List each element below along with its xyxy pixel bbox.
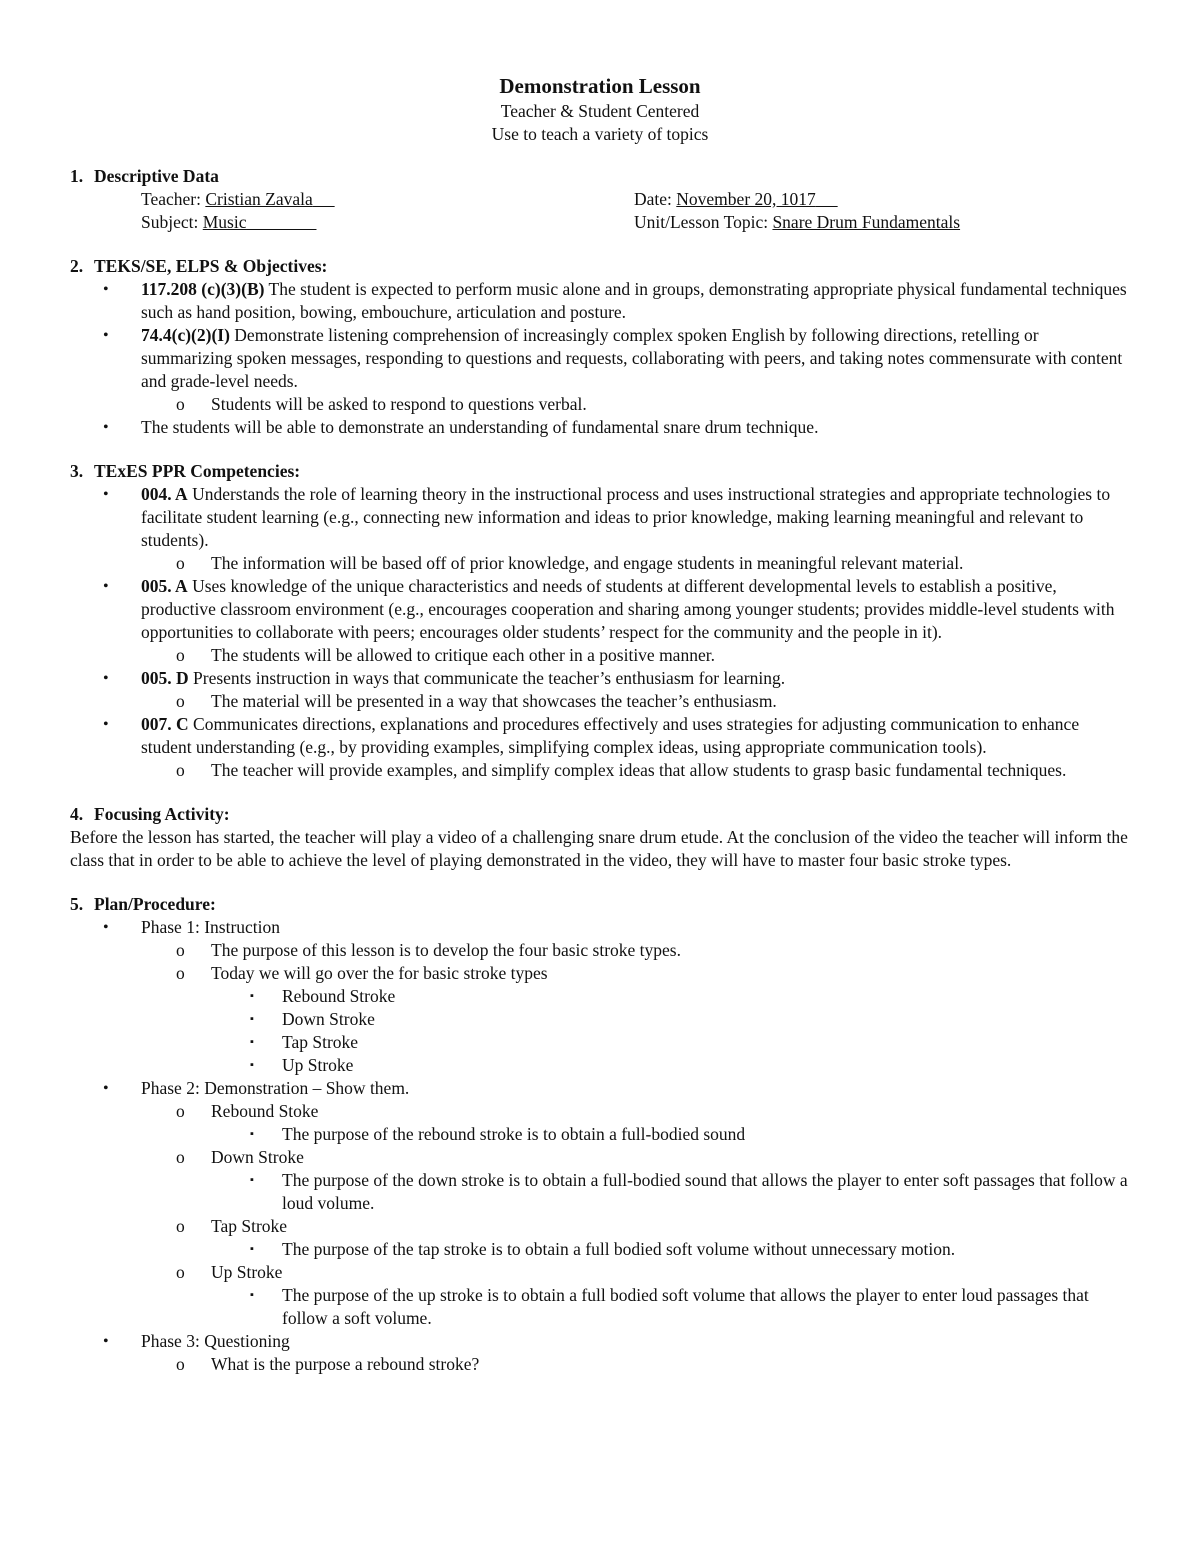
document-subtitle: Teacher & Student Centered: [500, 101, 700, 121]
sub-list-item: o The material will be presented in a way that showcases the teacher’s enthusiasm.: [176, 691, 777, 711]
list-item: • 74.4(c)(2)(I) Demonstrate listening comprehension of increasingly complex spoken English by following directions, retelling or summarizing spoken messages, responding to questions and requests, collaborating with peers, and taking notes commensurate with content and grade-level needs.: [103, 325, 1123, 391]
section-5-heading: 5. Plan/Procedure:: [70, 894, 216, 914]
descriptive-row-2: [70, 211, 1130, 234]
phase-1-item: • Phase 1: Instruction: [103, 917, 281, 937]
document-subtitle-2: Use to teach a variety of topics: [491, 124, 709, 144]
list-item: • 005. A Uses knowledge of the unique characteristics and needs of students at different developmental levels to establish a positive, productive classroom environment (e.g., encourages cooperation and sharing among younger students; provides middle-level students with opportunities to collaborate with peers; encourages older students’ respect for the community and the people in it).: [103, 576, 1115, 642]
date-field: Date: November 20, 1017: [634, 189, 816, 209]
detail-item: ▪ The purpose of the rebound stroke is to obtain a full-bodied sound: [250, 1124, 746, 1144]
topic-field: Unit/Lesson Topic: Snare Drum Fundamentals: [634, 212, 961, 232]
phase-3-item: • Phase 3: Questioning: [103, 1331, 290, 1351]
teacher-value: Cristian Zavala: [205, 189, 313, 209]
list-item: • 007. C Communicates directions, explanations and procedures effectively and uses strategies for adjusting communication to enhance student understanding (e.g., by providing examples, simplifying complex ideas, using appropriate communication tools).: [103, 714, 1080, 757]
teacher-field: Teacher: Cristian Zavala: [141, 189, 313, 209]
section-2-heading: 2. TEKS/SE, ELPS & Objectives:: [70, 256, 328, 276]
detail-item: ▪ The purpose of the down stroke is to obtain a full-bodied sound that allows the player to enter soft passages that follow a loud volume.: [250, 1170, 1128, 1213]
detail-item: ▪ The purpose of the up stroke is to obtain a full bodied soft volume that allows the player to enter loud passages that follow a soft volume.: [250, 1285, 1089, 1328]
list-item: • 004. A Understands the role of learning theory in the instructional process and uses instructional strategies and appropriate technologies to facilitate student learning (e.g., connecting new information and ideas to prior knowledge, making learning meaningful and relevant to students).: [103, 484, 1111, 550]
list-item: • 117.208 (c)(3)(B) The student is expected to perform music alone and in groups, demonstrating appropriate physical fundamental techniques such as hand position, bowing, embouchure, articulation and posture.: [103, 279, 1127, 322]
sub-list-item: o Down Stroke: [176, 1147, 304, 1167]
descriptive-row-1: [70, 188, 1130, 211]
document-header: [0, 72, 1200, 146]
subject-value: Music: [202, 212, 247, 232]
sub-list-item: o Rebound Stoke: [176, 1101, 319, 1121]
sub-list-item: o Tap Stroke: [176, 1216, 288, 1236]
date-value: November 20, 1017: [676, 189, 816, 209]
section-3-heading: 3. TExES PPR Competencies:: [70, 461, 301, 481]
subject-field: Subject: Music: [141, 212, 247, 232]
document-title: Demonstration Lesson: [499, 74, 701, 98]
topic-value: Snare Drum Fundamentals: [772, 212, 961, 232]
section-1-heading: 1. Descriptive Data: [70, 166, 219, 186]
focusing-activity-text: Before the lesson has started, the teacher will play a video of a challenging snare drum etude. At the conclusion of the video the teacher will inform the class that in order to be able to achieve the level of playing demonstrated in the video, they will have to master four basic stroke types.: [70, 827, 1128, 870]
document-body: [70, 165, 1130, 1376]
sub-list-item: o The information will be based off of prior knowledge, and engage students in meaningful relevant material.: [176, 553, 964, 573]
stroke-type-item: ▪ Tap Stroke: [250, 1032, 359, 1052]
sub-list-item: o The purpose of this lesson is to develop the four basic stroke types.: [176, 940, 681, 960]
stroke-type-item: ▪ Rebound Stroke: [250, 986, 396, 1006]
stroke-type-item: ▪ Up Stroke: [250, 1055, 354, 1075]
sub-list-item: o Up Stroke: [176, 1262, 283, 1282]
detail-item: ▪ The purpose of the tap stroke is to obtain a full bodied soft volume without unnecessary motion.: [250, 1239, 956, 1259]
phase-2-item: • Phase 2: Demonstration – Show them.: [103, 1078, 410, 1098]
sub-list-item: o What is the purpose a rebound stroke?: [176, 1354, 480, 1374]
sub-list-item: o The students will be allowed to critique each other in a positive manner.: [176, 645, 715, 665]
stroke-type-item: ▪ Down Stroke: [250, 1009, 375, 1029]
sub-list-item: o Students will be asked to respond to questions verbal.: [176, 394, 587, 414]
section-4-heading: 4. Focusing Activity:: [70, 804, 230, 824]
sub-list-item: o The teacher will provide examples, and simplify complex ideas that allow students to grasp basic fundamental techniques.: [176, 760, 1067, 780]
sub-list-item: o Today we will go over the for basic stroke types: [176, 963, 548, 983]
list-item: • The students will be able to demonstrate an understanding of fundamental snare drum technique.: [103, 417, 819, 437]
list-item: • 005. D Presents instruction in ways that communicate the teacher’s enthusiasm for learning.: [103, 668, 786, 688]
